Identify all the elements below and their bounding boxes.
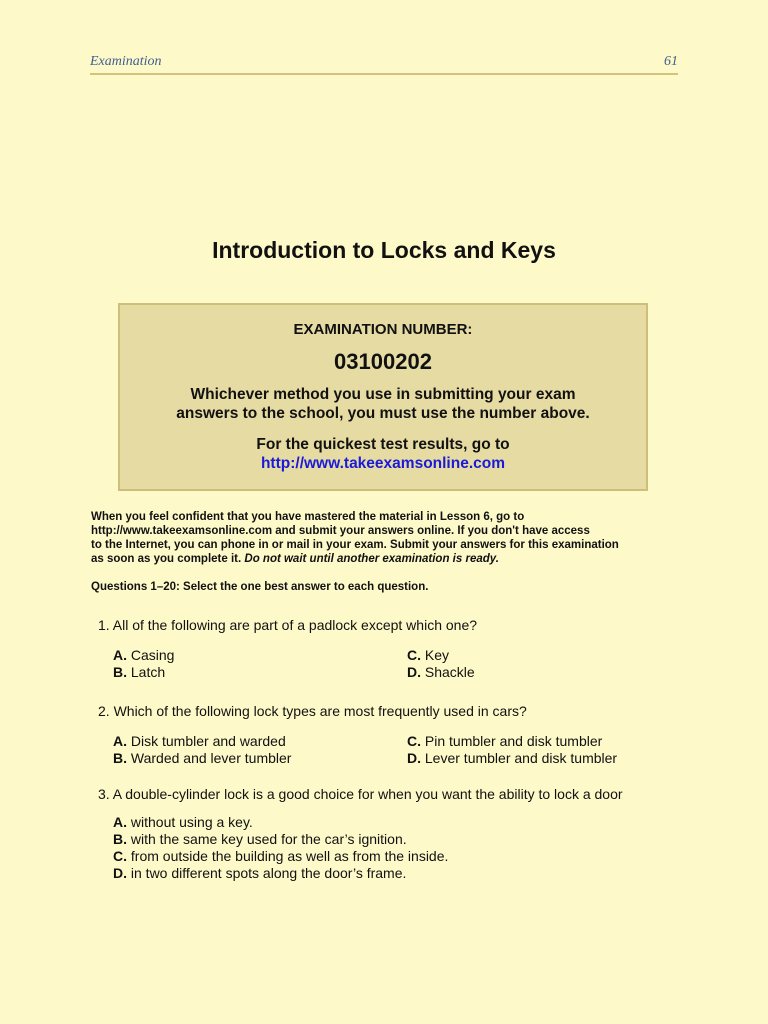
- answer-options: [113, 814, 698, 882]
- option-letter: A.: [113, 814, 127, 830]
- option-d[interactable]: [407, 664, 475, 681]
- option-text: Shackle: [424, 664, 475, 680]
- question-3: [98, 786, 698, 882]
- intro-line: When you feel confident that you have mastered the material in Lesson 6, go to: [91, 511, 525, 523]
- option-text: Warded and lever tumbler: [130, 750, 292, 766]
- page-number: 61: [664, 54, 678, 69]
- option-c[interactable]: [407, 647, 449, 664]
- option-a[interactable]: [113, 647, 174, 664]
- exam-number-note: [120, 385, 646, 423]
- option-d[interactable]: [113, 865, 698, 882]
- exam-number-box: [118, 303, 648, 491]
- intro-paragraph: [91, 510, 691, 566]
- option-c[interactable]: [113, 848, 698, 865]
- option-letter: D.: [407, 664, 421, 680]
- page-title: Introduction to Locks and Keys: [212, 237, 556, 263]
- option-text: Lever tumbler and disk tumbler: [424, 750, 618, 766]
- option-text: in two different spots along the door’s frame.: [130, 865, 407, 881]
- option-letter: A.: [113, 733, 127, 749]
- question-stem: 2. Which of the following lock types are most frequently used in cars?: [98, 703, 527, 719]
- option-a[interactable]: [113, 814, 698, 831]
- question-stem: 3. A double-cylinder lock is a good choice for when you want the ability to lock a door: [98, 786, 623, 802]
- option-letter: C.: [113, 848, 127, 864]
- option-letter: D.: [113, 865, 127, 881]
- option-a[interactable]: [113, 733, 286, 750]
- option-letter: A.: [113, 647, 127, 663]
- option-text: without using a key.: [130, 814, 253, 830]
- option-letter: B.: [113, 664, 127, 680]
- intro-line: [91, 552, 691, 566]
- option-letter: D.: [407, 750, 421, 766]
- option-text: Casing: [130, 647, 175, 663]
- option-c[interactable]: [407, 733, 602, 750]
- intro-line: http://www.takeexamsonline.com and submit your answers online. If you don't have access: [91, 525, 590, 537]
- question-2: [98, 703, 698, 767]
- option-text: with the same key used for the car’s ignition.: [130, 831, 407, 847]
- option-b[interactable]: [113, 750, 291, 767]
- option-text: Pin tumbler and disk tumbler: [424, 733, 603, 749]
- exam-number: 03100202: [334, 349, 432, 374]
- option-d[interactable]: [407, 750, 617, 767]
- quick-results-text: For the quickest test results, go to: [256, 436, 510, 453]
- header-rule: [90, 73, 678, 75]
- option-letter: B.: [113, 831, 127, 847]
- option-letter: B.: [113, 750, 127, 766]
- questions-header: Questions 1–20: Select the one best answer to each question.: [91, 581, 429, 593]
- exam-number-label: EXAMINATION NUMBER:: [293, 321, 473, 338]
- option-text: Key: [424, 647, 450, 663]
- quick-results: [120, 435, 646, 473]
- intro-emphasis: Do not wait until another examination is ready.: [244, 553, 499, 565]
- question-stem: 1. All of the following are part of a padlock except which one?: [98, 617, 478, 633]
- intro-line: to the Internet, you can phone in or mail in your exam. Submit your answers for this examination: [91, 539, 619, 551]
- running-head: [90, 54, 678, 70]
- option-letter: C.: [407, 647, 421, 663]
- option-text: Latch: [130, 664, 166, 680]
- exam-website-link[interactable]: http://www.takeexamsonline.com: [260, 455, 506, 472]
- intro-text: as soon as you complete it.: [91, 553, 242, 565]
- option-text: Disk tumbler and warded: [130, 733, 286, 749]
- answer-options: [113, 733, 698, 767]
- note-line: answers to the school, you must use the number above.: [176, 405, 590, 422]
- option-b[interactable]: [113, 664, 165, 681]
- note-line: Whichever method you use in submitting your exam: [190, 386, 576, 403]
- answer-options: [113, 647, 698, 681]
- option-letter: C.: [407, 733, 421, 749]
- question-1: [98, 617, 698, 681]
- option-b[interactable]: [113, 831, 698, 848]
- option-text: from outside the building as well as from the inside.: [130, 848, 449, 864]
- section-name: Examination: [90, 54, 162, 69]
